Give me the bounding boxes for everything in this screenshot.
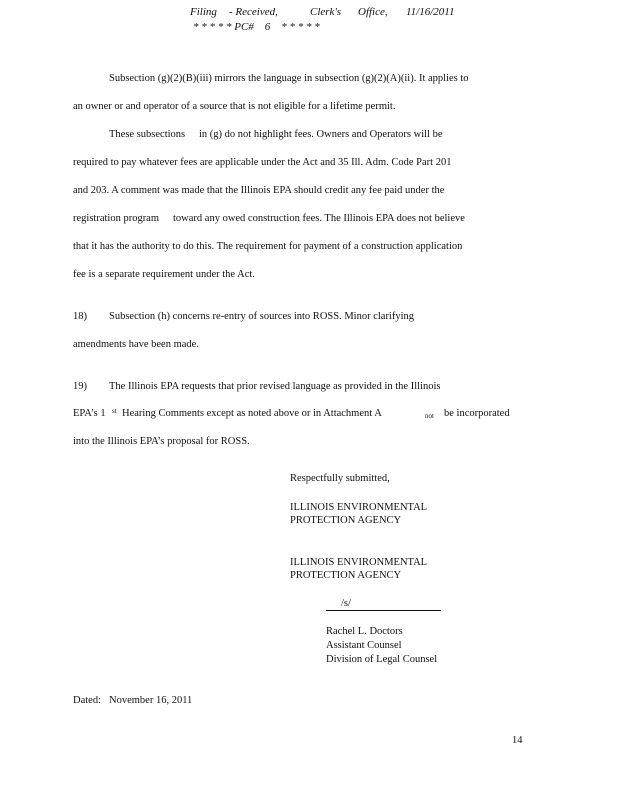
signer-division: Division of Legal Counsel: [326, 654, 438, 665]
paragraph-line: Hearing Comments except as noted above or in Attachment A: [122, 408, 382, 419]
paragraph-line: be incorporated: [444, 408, 510, 419]
signer-title: Assistant Counsel: [326, 640, 402, 651]
signer-name: Rachel L. Doctors: [326, 626, 403, 637]
paragraph-line: and 203. A comment was made that the Illinois EPA should credit any fee paid under the: [73, 185, 445, 196]
paragraph-line: required to pay whatever fees are applicable under the Act and 35 Ill. Adm. Code Part 201: [73, 157, 452, 168]
item-number: 18): [73, 311, 87, 322]
page-number: 14: [512, 735, 523, 746]
paragraph-line: in (g) do not highlight fees. Owners and Operators will be: [199, 129, 443, 140]
header-date: 11/16/2011: [406, 6, 455, 18]
paragraph-word-not: not: [425, 412, 434, 420]
paragraph-line: toward any owed construction fees. The Illinois EPA does not believe: [173, 213, 465, 224]
header-received: - Received,: [229, 6, 278, 18]
signature-mark: /s/: [341, 598, 351, 609]
paragraph-line: EPA’s 1: [73, 408, 106, 419]
superscript: st: [112, 407, 117, 415]
paragraph-line: These subsections: [109, 129, 186, 140]
item-number: 19): [73, 381, 87, 392]
header-clerks: Clerk's: [310, 6, 342, 18]
agency-name: ILLINOIS ENVIRONMENTAL: [290, 557, 428, 568]
header-filing: Filing: [190, 6, 217, 18]
header-office: Office,: [358, 6, 388, 18]
paragraph-line: fee is a separate requirement under the Act.: [73, 269, 255, 280]
paragraph-line: into the Illinois EPA’s proposal for ROSS.: [73, 436, 250, 447]
paragraph-line: The Illinois EPA requests that prior revised language as provided in the Illinois: [109, 381, 441, 392]
paragraph-line: registration program: [73, 213, 160, 224]
paragraph-line: Subsection (g)(2)(B)(iii) mirrors the language in subsection (g)(2)(A)(ii). It applies to: [109, 73, 469, 84]
dated-label: Dated:: [73, 695, 101, 706]
closing: Respectfully submitted,: [290, 473, 390, 484]
dated-value: November 16, 2011: [109, 695, 193, 706]
agency-name: PROTECTION AGENCY: [290, 515, 402, 526]
agency-name: PROTECTION AGENCY: [290, 570, 402, 581]
paragraph-line: Subsection (h) concerns re-entry of sources into ROSS. Minor clarifying: [109, 311, 415, 322]
paragraph-line: an owner or and operator of a source that is not eligible for a lifetime permit.: [73, 101, 396, 112]
paragraph-line: that it has the authority to do this. The requirement for payment of a construction application: [73, 241, 463, 252]
header-pc-line: * * * * * PC# 6 * * * * *: [193, 21, 320, 33]
signature-line: [326, 610, 441, 611]
paragraph-line: amendments have been made.: [73, 339, 199, 350]
agency-name: ILLINOIS ENVIRONMENTAL: [290, 502, 428, 513]
